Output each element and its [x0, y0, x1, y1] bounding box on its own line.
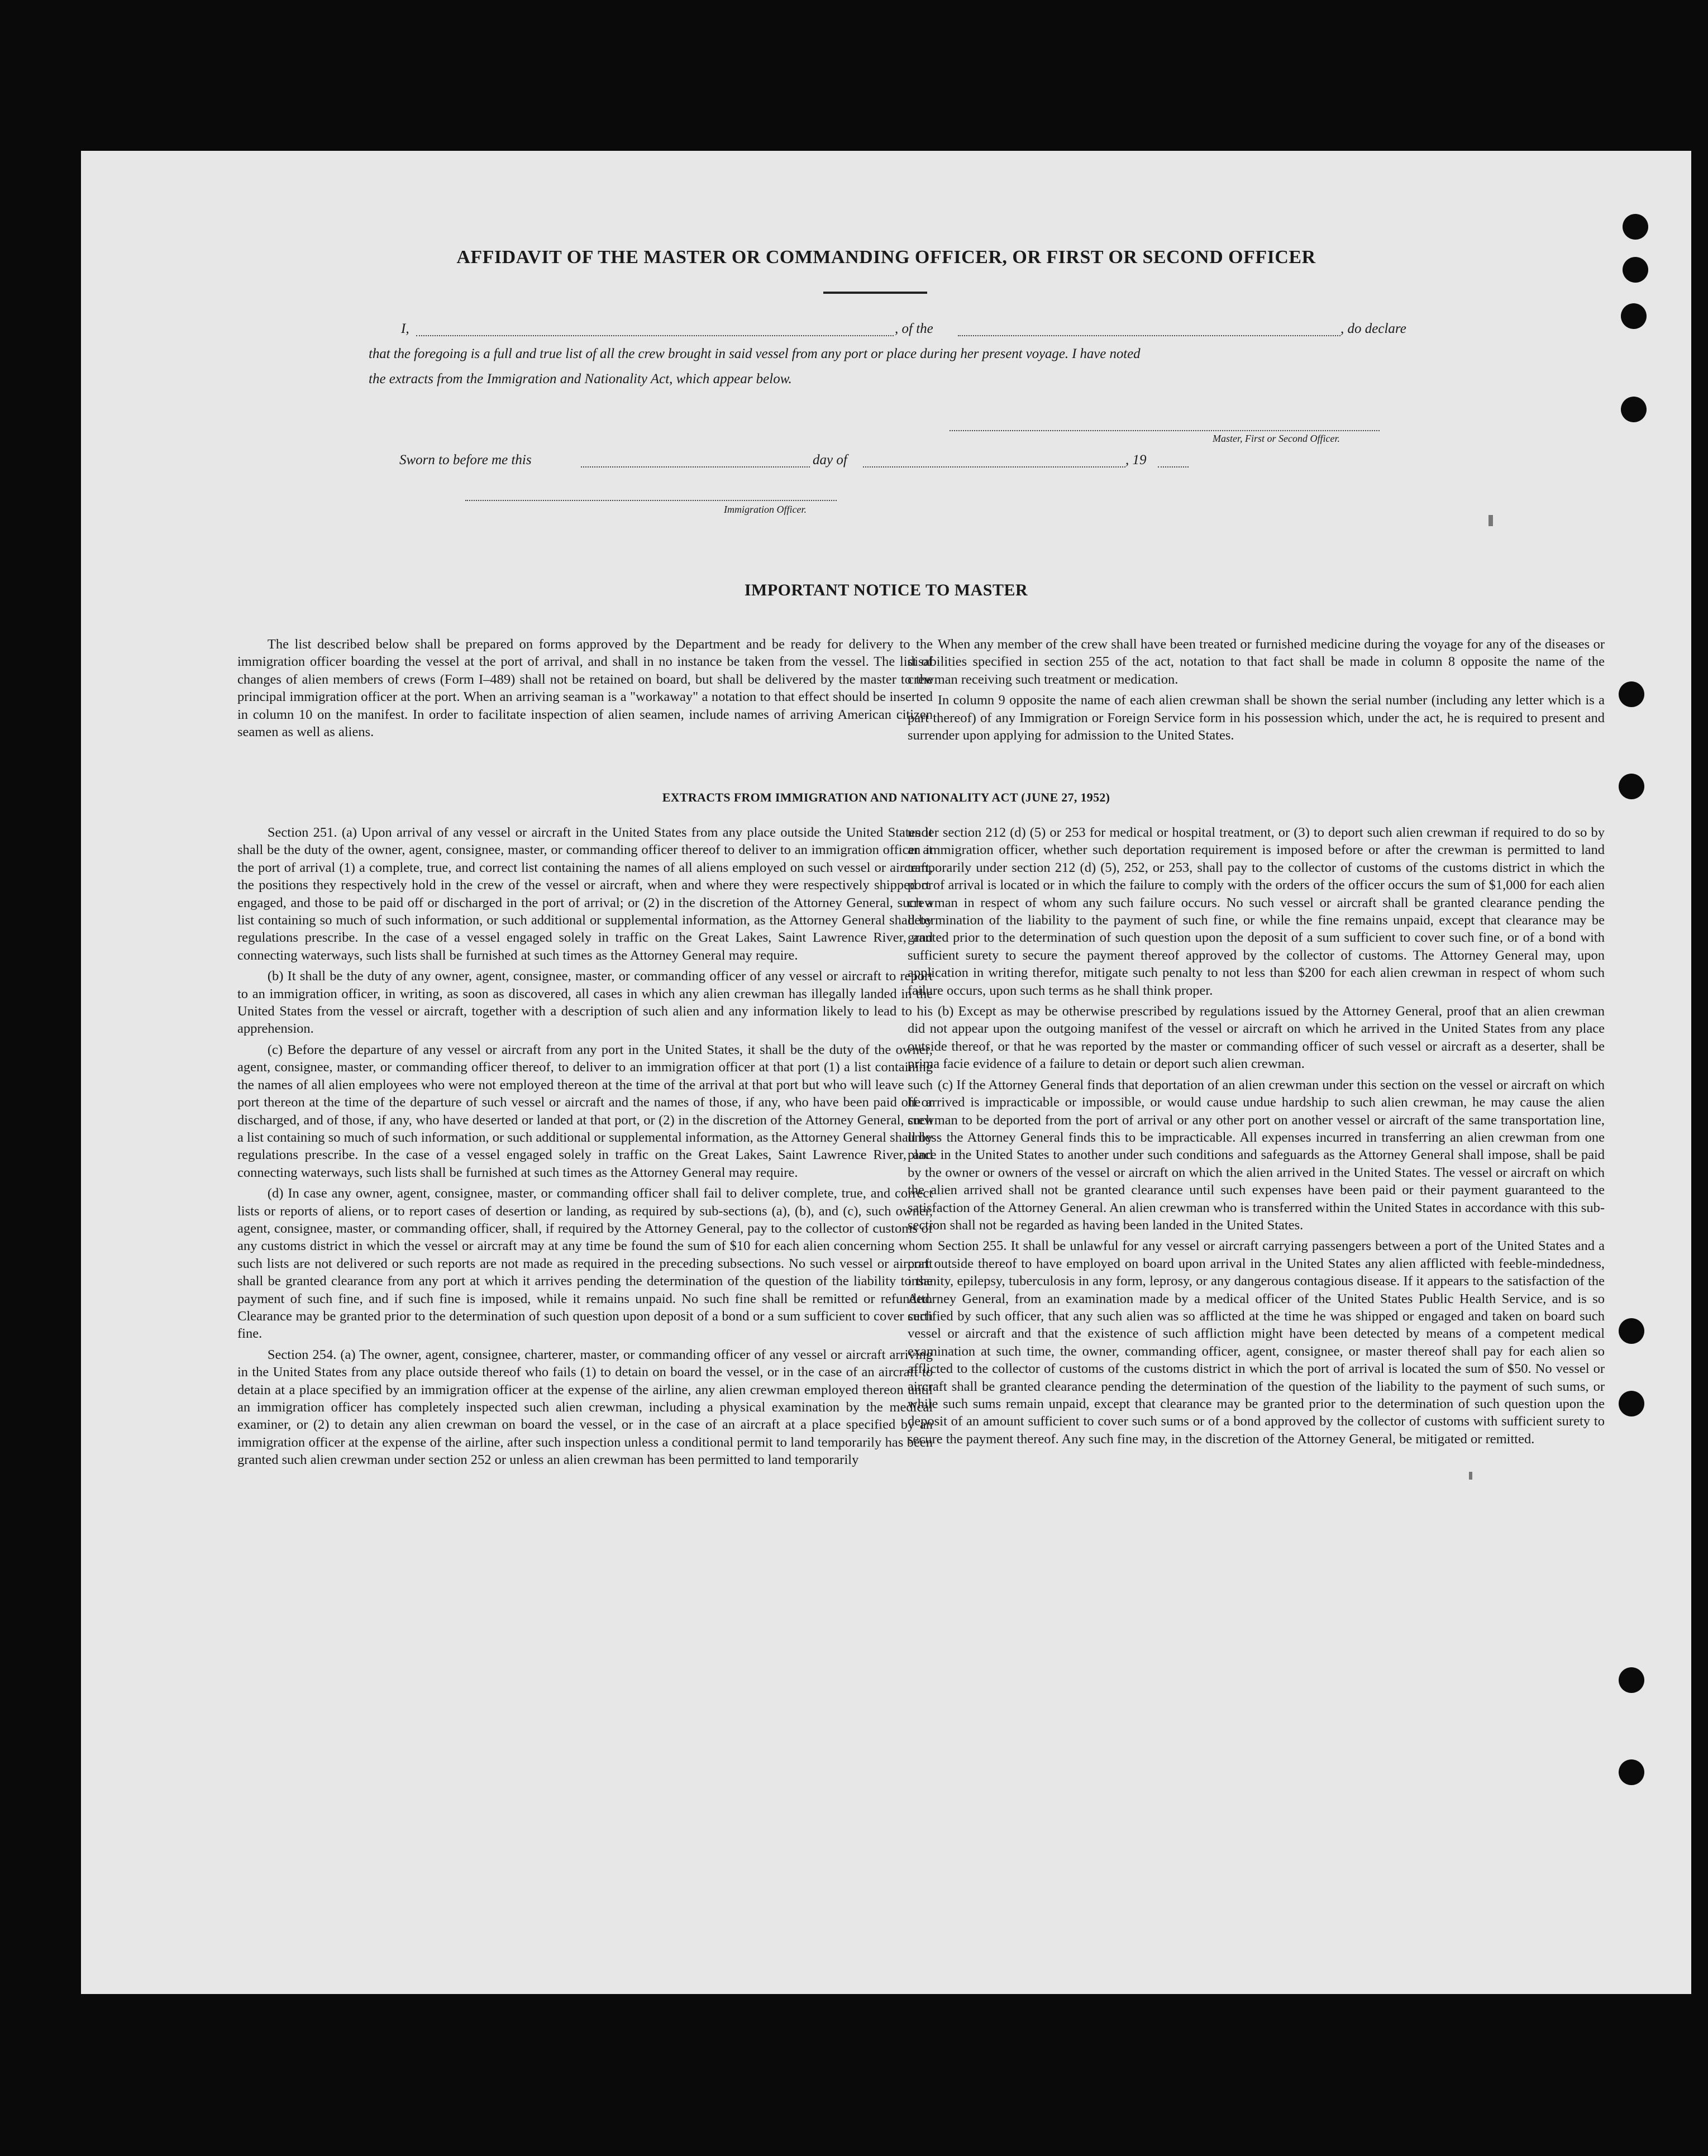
section-254a-continued: under section 212 (d) (5) or 253 for medical or hospital treatment, or (3) to deport such alien crewman if required to do so by an immigration officer, whether such deportation requirement is imposed before or after the crewman is permitted to land temporarily under section 212 (d) (5), 252, or 253, shall pay to the collector of customs of the customs district in which the port of arrival is located or in which the failure to comply with the orders of the officer occurs the sum of $1,000 for each alien crewman in respect of whom any such failure occurs. No such vessel or aircraft shall be granted clearance pending the determination of the liability to the payment of such fine, or while the fine remains unpaid, except that clearance may be granted prior to the determination of such question upon the deposit of a sum sufficient to cover such fine, or of a bond with sufficient surety to secure the payment thereof approved by the collector of customs. The Attorney General may, upon application in writing therefor, mitigate such penalty to not less than $200 for each alien crewman in respect of whom such failure occurs, upon such terms as he shall think proper.: [908, 825, 1605, 998]
of-the-label: , of the: [895, 321, 933, 336]
declaration-line-2: that the foregoing is a full and true list of all the crew brought in said vessel from any port or place during her present voyage. I have noted: [369, 346, 1141, 361]
binder-hole: [1621, 303, 1647, 329]
document-page: [81, 151, 1691, 1994]
section-251c: (c) Before the departure of any vessel or aircraft from any port in the United States, it shall be the duty of the owner, agent, consignee, master, or commanding officer thereof, to deliver to an immigration officer at that port (1) a list containing the names of all alien employees who were not employed thereon at the time of the arrival at that port but who will leave such port thereon at the time of the departure of such vessel or aircraft and the names of those, if any, who have been paid off or discharged, and of those, if any, who have deserted or landed at that port, or (2) in the discretion of the Attorney General, such a list containing so much of such information, or such additional or supplemental information, as the Attorney General shall by regulations prescribe. In the case of a vessel engaged solely in traffic on the Great Lakes, Saint Lawrence River, and connecting waterways, such lists shall be furnished at such times as the Attorney General may require.: [237, 1042, 933, 1180]
binder-hole: [1623, 257, 1648, 283]
notice-left-paragraph: The list described below shall be prepared on forms approved by the Department and be ready for delivery to the immigration officer boarding the vessel at the port of arrival, and shall in no instance be taken from the vessel. The list of changes of alien members of crews (Form I–489) shall not be retained on board, but shall be delivered by the master to the principal immigration officer at the port. When an arriving seaman is a "workaway" a notation to that effect should be inserted in column 10 on the manifest. In order to facilitate inspection of alien seamen, include names of arriving American citizen seamen as well as aliens.: [237, 637, 933, 740]
officer-signature-line[interactable]: [465, 500, 837, 501]
extracts-right-column: [908, 824, 1605, 1448]
year-label: , 19: [1125, 452, 1147, 468]
day-of-label: day of: [813, 452, 847, 468]
notice-right-column: [908, 636, 1605, 744]
extracts-title: EXTRACTS FROM IMMIGRATION AND NATIONALITY ACT (JUNE 27, 1952): [662, 790, 1110, 804]
binder-hole: [1619, 1667, 1644, 1693]
declaration-line-3: the extracts from the Immigration and Nationality Act, which appear below.: [369, 371, 792, 387]
notice-right-paragraph: In column 9 opposite the name of each alien crewman shall be shown the serial number (including any letter which is a part thereof) of any Immigration or Foreign Service form in his possession which, under the act, he is required to present and surrender upon applying for admission to the United States.: [908, 693, 1605, 743]
master-signature-line[interactable]: [950, 430, 1380, 431]
section-254b: (b) Except as may be otherwise prescribed by regulations issued by the Attorney General, proof that an alien crewman did not appear upon the outgoing manifest of the vessel or aircraft on which he arrived in the United States from any place outside thereof, or that he was reported by the master or commanding officer of such vessel or aircraft as a deserter, shall be prima facie evidence of a failure to detain or deport such alien crewman.: [908, 1004, 1605, 1072]
binder-hole: [1619, 1318, 1644, 1344]
section-254a: Section 254. (a) The owner, agent, consignee, charterer, master, or commanding officer of any vessel or aircraft arriving in the United States from any place outside thereof who fails (1) to detain on board the vessel, or in the case of an aircraft to detain at a place specified by an immigration officer at the expense of the airline, any alien crewman employed thereon until an immigration officer has completely inspected such alien crewman, including a physical examination by the medical examiner, or (2) to detain any alien crewman on board the vessel, or in the case of an aircraft at a place specified by an immigration officer at the expense of the airline, after such inspection unless a conditional permit to land temporarily has been granted such alien crewman under section 252 or unless an alien crewman has been permitted to land temporarily: [237, 1347, 933, 1468]
notice-left-column: [237, 636, 933, 741]
section-254c: (c) If the Attorney General finds that deportation of an alien crewman under this section on the vessel or aircraft on which he arrived is impracticable or impossible, or would cause undue hardship to such alien crewman, he may cause the alien crewman to be deported from the port of arrival or any other port on another vessel or aircraft of the same transportation line, unless the Attorney General finds this to be impracticable. All expenses incurred in transferring an alien crewman from one place in the United States to another under such conditions and safeguards as the Attorney General shall impose, shall be paid by the owner or owners of the vessel or aircraft on which the alien arrived in the United States. The vessel or aircraft on which the alien arrived shall not be granted clearance until such expenses have been paid or their payment guaranteed to the satisfaction of the Attorney General. An alien crewman who is transferred within the United States in accordance with this sub-section shall not be regarded as having been landed in the United States.: [908, 1077, 1605, 1233]
title-underline: [823, 292, 927, 294]
section-251b: (b) It shall be the duty of any owner, agent, consignee, master, or commanding officer of any vessel or aircraft to report to an immigration officer, in writing, as soon as discovered, all cases in which any alien crewman has illegally landed in the United States from the vessel or aircraft, together with a description of such alien and any information likely to lead to his apprehension.: [237, 969, 933, 1037]
vessel-blank[interactable]: [958, 335, 1340, 336]
do-declare-label: , do declare: [1340, 321, 1406, 336]
binder-hole: [1619, 1759, 1644, 1785]
i-label: I,: [401, 321, 409, 336]
sworn-year-blank[interactable]: [1158, 466, 1189, 468]
section-251d: (d) In case any owner, agent, consignee, master, or commanding officer shall fail to deliver complete, true, and correct lists or reports of aliens, or to report cases of desertion or landing, as required by sub-sections (a), (b), and (c), such owner, agent, consignee, master, or commanding officer, shall, if required by the Attorney General, pay to the collector of customs of any customs district in which the vessel or aircraft may at any time be found the sum of $10 for each alien concerning whom such lists are not delivered or such reports are not made as required in the preceding subsections. No such vessel or aircraft shall be granted clearance from any port at which it arrives pending the determination of the question of the liability to the payment of such fine, and if such fine is imposed, while it remains unpaid. No such fine shall be remitted or refunded. Clearance may be granted prior to the determination of such question upon deposit of a bond or a sum sufficient to cover such fine.: [237, 1186, 933, 1342]
sworn-month-blank[interactable]: [863, 466, 1125, 468]
scan-speck: [1469, 1472, 1472, 1480]
sworn-day-blank[interactable]: [581, 466, 810, 468]
notice-right-paragraph: When any member of the crew shall have been treated or furnished medicine during the voyage for any of the diseases or disabilities specified in section 255 of the act, notation to that fact shall be made in column 8 opposite the name of the crewman receiving such treatment or medication.: [908, 637, 1605, 687]
binder-hole: [1623, 214, 1648, 240]
name-blank[interactable]: [416, 335, 894, 336]
extracts-left-column: [237, 824, 933, 1469]
master-caption: Master, First or Second Officer.: [1213, 433, 1340, 444]
section-255: Section 255. It shall be unlawful for any vessel or aircraft carrying passengers between a port of the United States and a port outside thereof to have employed on board upon arrival in the United States any alien afflicted with feeble-mindedness, insanity, epilepsy, tuberculosis in any form, leprosy, or any dangerous contagious disease. If it appears to the satisfaction of the Attorney General, from an examination made by a medical officer of the United States Public Health Service, and is so certified by such officer, that any such alien was so afflicted at the time he was shipped or engaged and taken on board such vessel or aircraft and that the existence of such affliction might have been detected by means of a competent medical examination at such time, the owner, commanding officer, agent, consignee, or master thereof shall pay for each alien so afflicted to the collector of customs of the customs district in which the port of arrival is located the sum of $50. No vessel or aircraft shall be granted clearance pending the determination of the question of the liability to the payment of such sums, or while such sums remain unpaid, except that clearance may be granted prior to the determination of such question upon the deposit of an amount sufficient to cover such sums or of a bond approved by the collector of customs with sufficient surety to secure the payment thereof. Any such fine may, in the discretion of the Attorney General, be mitigated or remitted.: [908, 1238, 1605, 1447]
scan-speck: [1488, 515, 1493, 526]
binder-hole: [1619, 681, 1644, 707]
notice-title: IMPORTANT NOTICE TO MASTER: [744, 581, 1028, 599]
sworn-label: Sworn to before me this: [399, 452, 532, 468]
affidavit-title: AFFIDAVIT OF THE MASTER OR COMMANDING OFFICER, OR FIRST OR SECOND OFFICER: [456, 247, 1316, 268]
binder-hole: [1619, 1391, 1644, 1416]
section-251a: Section 251. (a) Upon arrival of any vessel or aircraft in the United States from any place outside the United States it shall be the duty of the owner, agent, consignee, master, or commanding officer thereof to deliver to an immigration officer at the port of arrival (1) a complete, true, and correct list containing the names of all aliens employed on such vessel or aircraft, the positions they respectively hold in the crew of the vessel or aircraft, when and where they were respectively shipped or engaged, and those to be paid off or discharged in the port of arrival; or (2) in the discretion of the Attorney General, such a list containing so much of such information, or such additional or supplemental information, as the Attorney General shall by regulations prescribe. In the case of a vessel engaged solely in traffic on the Great Lakes, Saint Lawrence River, and connecting waterways, such lists shall be furnished at such times as the Attorney General may require.: [237, 825, 933, 963]
binder-hole: [1619, 774, 1644, 799]
binder-hole: [1621, 397, 1647, 422]
officer-caption: Immigration Officer.: [724, 504, 807, 515]
